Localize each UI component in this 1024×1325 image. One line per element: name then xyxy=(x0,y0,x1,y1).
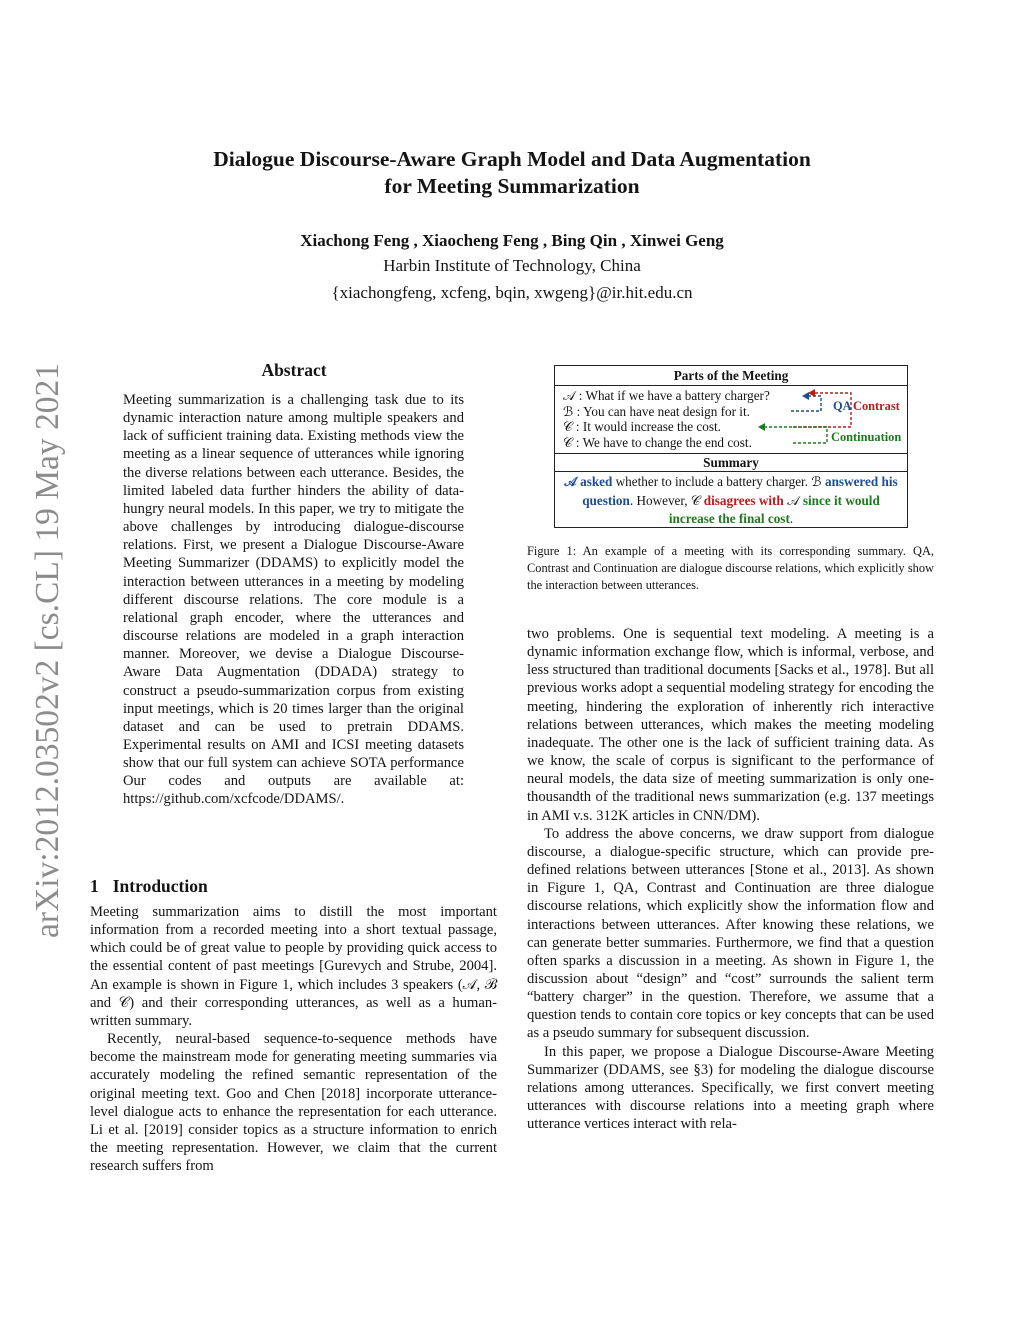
summary-since: since it would increase the final cost xyxy=(668,492,880,526)
intro-paragraph-3: two problems. One is sequential text modeling. A meeting is a dynamic information exchange flow, which is informal, verbose, and less structured than traditional documents [Sacks et al., 1978]. But all previous works adopt a sequential modeling strategy for encoding the meeting, hindering the exploration of inherently rich interactive relations between utterances, which makes the meeting modeling inadequate. The other one is the lack of sufficient training data. As we know, the scale of corpus is significant to the performance of neural models, the data size of meeting summarization is only one-thousandth of the traditional news summarization (e.g. 137 meetings in AMI v.s. 312K articles in CNN/DM). xyxy=(527,626,934,824)
summary-segment-1: whether to include a battery charger. xyxy=(615,474,809,489)
qa-arrowhead xyxy=(802,392,809,400)
speaker-label: 𝒞 xyxy=(563,419,573,434)
utterance-text: What if we have a battery charger? xyxy=(585,388,770,403)
speaker-label: 𝒜 xyxy=(563,388,576,403)
abstract-text: Meeting summarization is a challenging task due to its dynamic interaction nature among multiple speakers and lack of sufficient training data. Existing methods view the meeting as a linear sequence of utterances while ignoring the diverse relations between each utterance. Besides, the limited labeled data further hinders the ability of data-hungry neural models. In this paper, we try to mitigate the above challenges by introducing dialogue-discourse relations. First, we present a Dialogue Discourse-Aware Meeting Summarizer (DDAMS) to explicitly model the interaction between utterances in a meeting by modeling different discourse relations. The core module is a relational graph encoder, where the utterances and discourse relations are modeled in a graph interaction manner. Moreover, we devise a Dialogue Discourse-Aware Data Augmentation (DDADA) strategy to construct a pseudo-summarization corpus from existing input meetings, which is 20 times larger than the original dataset and can be used to pretrain DDAMS. Experimental results on AMI and ICSI meeting datasets show that our full system can achieve SOTA performance Our codes and outputs are available at: https://github.com/xcfcode/DDAMS/. xyxy=(123,392,464,808)
summary-heading: Summary xyxy=(555,454,907,472)
qa-label: QA xyxy=(833,399,852,413)
intro-paragraph-2: Recently, neural-based sequence-to-sequence methods have become the mainstream mode for generating meeting summaries via accurately modeling the refined semantic representation of the original meeting text. Goo and Chen [2018] incorporate utterance-level dialogue acts to enhance the representation for each utterance. Li et al. [2019] consider topics as a structure information to enrich the meeting representation. However, we claim that the current research suffers from xyxy=(90,1031,497,1175)
speaker-label: ℬ xyxy=(563,404,574,419)
continuation-arrow xyxy=(765,427,827,443)
intro-paragraph-4: To address the above concerns, we draw support from dialogue discourse, a dialogue-specific structure, which can provide pre-defined relations between utterances [Stone et al., 2013]. As shown in Figure 1, QA, Contrast and Continuation are three dialogue discourse relations, which explicitly show the information flow and interactions between utterances. After knowing these relations, we can generate better summaries. Furthermore, we find that a question often sparks a discussion in a meeting. As shown in Figure 1, the discussion about “design” and “cost” surrounds the salient term “battery charger” in the question. Therefore, we assume that a question tends to contain core topics or key concepts that can be used as a pseudo summary for subsequent discussion. xyxy=(527,825,934,1042)
utterance-row: 𝒞 : We have to change the end cost. xyxy=(563,435,752,450)
contrast-label: Contrast xyxy=(853,399,900,413)
affiliation: Harbin Institute of Technology, China xyxy=(383,256,641,275)
parts-of-meeting-heading: Parts of the Meeting xyxy=(555,366,907,386)
section-number: 1 xyxy=(90,876,99,896)
authors: Xiachong Feng , Xiaocheng Feng , Bing Qin , Xinwei Geng xyxy=(300,231,724,250)
abstract-heading: Abstract xyxy=(261,360,327,380)
left-column xyxy=(90,903,497,1175)
utterance-row: ℬ : You can have neat design for it. xyxy=(563,404,750,419)
arxiv-identifier: arXiv:2012.03502v2 [cs.CL] 19 May 2021 xyxy=(29,362,66,938)
summary-end: . xyxy=(789,511,794,526)
utterance-list xyxy=(555,386,907,454)
intro-paragraph-1: Meeting summarization aims to distill the most important information from a recorded meeting into a short textual passage, which could be of great value to people by providing quick access to the essential content of past meetings [Gurevych and Strube, 2004]. An example is shown in Figure 1, which includes 3 speakers (𝒜, ℬ and 𝒞) and their corresponding utterances, as well as a human-written summary. xyxy=(90,904,497,1029)
utterance-row: 𝒜 : What if we have a battery charger? xyxy=(563,388,770,403)
summary-speaker-a: 𝒜 xyxy=(564,474,577,489)
utterance-row: 𝒞 : It would increase the cost. xyxy=(563,419,721,434)
continuation-label: Continuation xyxy=(831,430,902,444)
utterance-text: We have to change the end cost. xyxy=(582,435,752,450)
author-emails: {xiachongfeng, xcfeng, bqin, xwgeng}@ir.hit.edu.cn xyxy=(331,283,693,302)
title-line-1: Dialogue Discourse-Aware Graph Model and Data Augmentation xyxy=(213,147,811,171)
paper-title xyxy=(0,146,1024,200)
summary-asked: asked xyxy=(580,474,613,489)
continuation-arrowhead xyxy=(758,423,765,431)
figure-1-caption: Figure 1: An example of a meeting with its corresponding summary. QA, Contrast and Continuation are dialogue discourse relations, which explicitly show the interaction between utterances. xyxy=(527,544,934,592)
speaker-label: 𝒞 xyxy=(563,435,573,450)
summary-speaker-b: ℬ xyxy=(811,474,822,489)
utterance-text: It would increase the cost. xyxy=(582,419,721,434)
figure-1 xyxy=(554,365,908,528)
summary-answered: answered his question xyxy=(582,474,898,508)
summary-segment-2: . However, xyxy=(629,492,688,508)
summary-speaker-c: 𝒞 xyxy=(690,492,701,508)
summary-speaker-a2: 𝒜 xyxy=(787,492,800,508)
summary-disagrees: disagrees with xyxy=(703,492,784,508)
summary-text xyxy=(555,472,907,529)
utterance-text: You can have neat design for it. xyxy=(583,404,750,419)
section-heading-introduction xyxy=(90,876,208,897)
title-line-2: for Meeting Summarization xyxy=(384,174,640,198)
right-column xyxy=(527,625,934,1133)
intro-paragraph-5: In this paper, we propose a Dialogue Discourse-Aware Meeting Summarizer (DDAMS, see §3) for modeling the dialogue discourse relations among utterances. Specifically, we first convert meeting utterances with discourse relations into a meeting graph where utterance vertices interact with rela- xyxy=(527,1043,934,1133)
section-title: Introduction xyxy=(112,876,208,896)
